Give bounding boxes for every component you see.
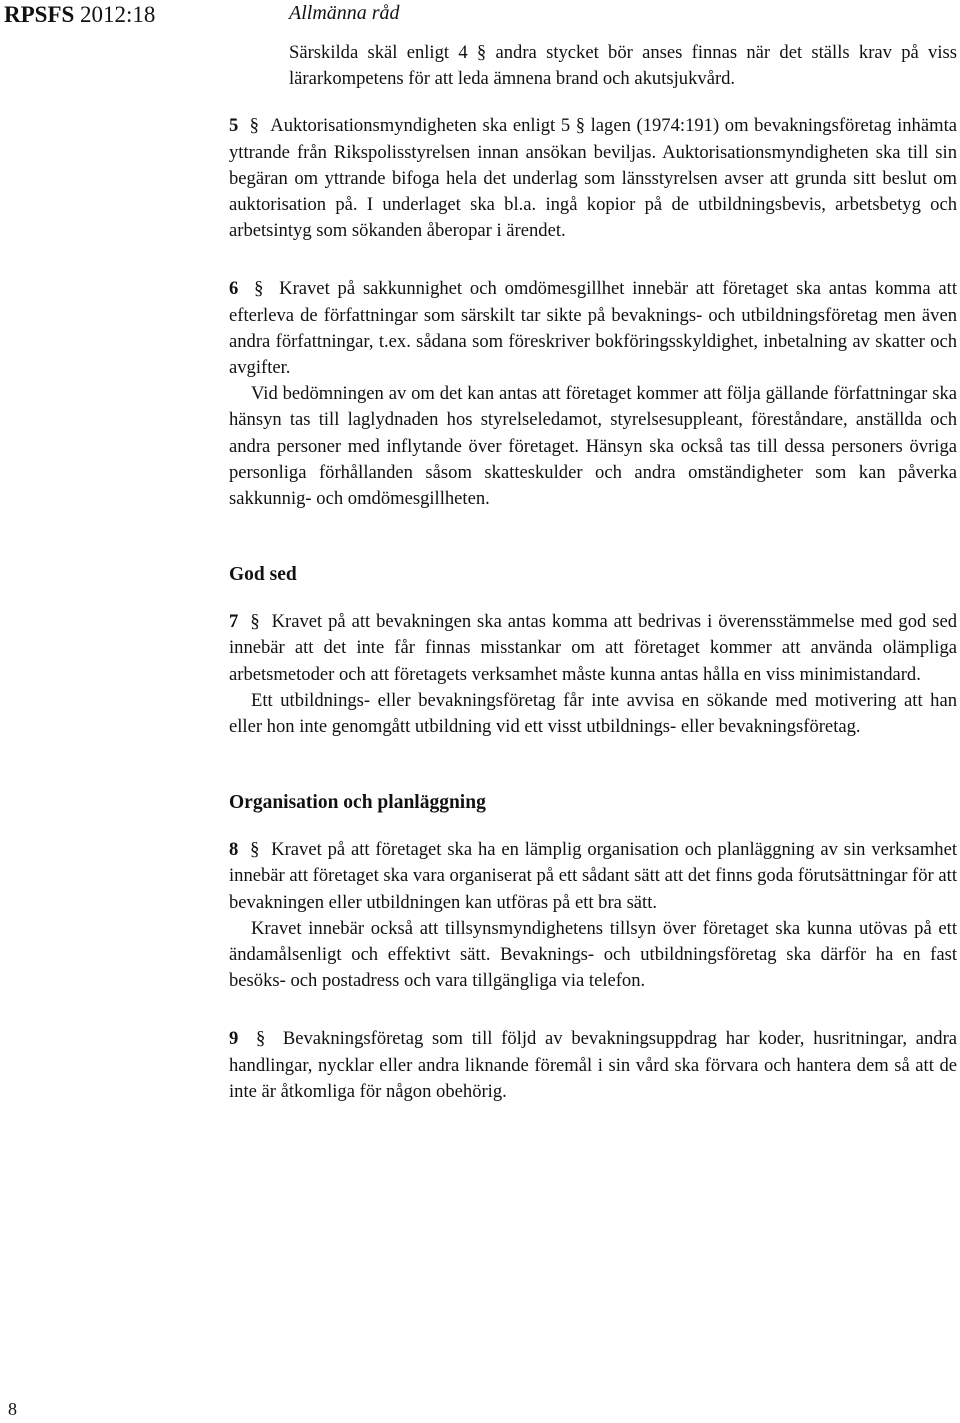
document-body <box>229 40 957 1105</box>
section-symbol: § <box>255 1028 266 1050</box>
section-symbol: § <box>250 611 260 633</box>
advice-paragraph: Särskilda skäl enligt 4 § andra stycket bör anses finnas när det ställs krav på viss lärarkompetens för att leda ämnena brand och akutsjukvård. <box>289 42 957 90</box>
section-7-paragraph-1 <box>229 609 957 688</box>
section-text: Kravet på att företaget ska ha en lämplig organisation och planläggning av sin verksamhet innebär att företaget ska vara organiserat på ett sådant sätt att det finns goda förutsättningar för att bevakningen eller utbildningen kan utföras på ett bra sätt. <box>229 839 958 913</box>
section-text: Kravet på att bevakningen ska antas komma att bedrivas i överensstämmelse med god sed innebär att det inte får finnas misstankar om att företaget kommer att använda olämpliga arbetsmetoder och att företagets verksamhet måste kunna antas hålla en viss minimistandard. <box>229 611 958 685</box>
section-8-paragraph-1 <box>229 837 957 916</box>
section-text: Bevakningsföretag som till följd av bevakningsuppdrag har koder, husritningar, andra handlingar, nycklar eller andra liknande föremål i sin vård ska förvara och hantera dem så att de inte är åtkomliga för någon obehörig. <box>229 1028 958 1102</box>
section-number: 9 <box>229 1028 239 1050</box>
section-symbol: § <box>249 115 260 137</box>
section-number: 5 <box>229 115 239 137</box>
page-number: 8 <box>8 1399 17 1419</box>
section-9-paragraph-1 <box>229 1026 957 1105</box>
section-symbol: § <box>253 278 264 300</box>
section-6-paragraph-2: Vid bedömningen av om det kan antas att företaget kommer att följa gällande författningar ska hänsyn tas till laglydnaden hos styrelseledamot, styrelsesuppleant, föreståndare, anställda och andra personer med inflytande över företaget. Hänsyn ska också tas till dessa personers övriga personliga förhållanden såsom skatteskulder och andra omständigheter som kan påverka sakkunnig- och omdömesgillheten. <box>229 383 957 510</box>
document-code-number: 2012:18 <box>80 2 156 27</box>
general-advice-label: Allmänna råd <box>289 2 400 24</box>
section-8-paragraph-2: Kravet innebär också att tillsynsmyndighetens tillsyn över företaget ska kunna utövas på ett ändamålsenligt och effektivt sätt. Bevaknings- och utbildningsföretag ska därför ha en fast besöks- och postadress och vara tillgängliga via telefon. <box>229 917 957 992</box>
section-number: 6 <box>229 278 239 300</box>
section-text: Auktorisationsmyndigheten ska enligt 5 § lagen (1974:191) om bevakningsföretag inhämta yttrande från Rikspolisstyrelsen innan ansökan beviljas. Auktorisationsmyndigheten ska till sin begäran om yttrande bifoga hela det underlag som länsstyrelsen avser att grunda sitt beslut om auktorisation på. I underlaget ska bl.a. ingå kopior på de utbildningsbevis, arbetsbetyg och arbetsintyg som sökanden åberopar i ärendet. <box>229 115 957 242</box>
heading-god-sed: God sed <box>229 564 297 586</box>
section-number: 7 <box>229 611 239 633</box>
document-code-prefix: RPSFS <box>4 2 75 27</box>
section-7-paragraph-2: Ett utbildnings- eller bevakningsföretag får inte avvisa en sökande med motivering att han eller hon inte genomgått utbildning vid ett visst utbildnings- eller bevakningsföretag. <box>229 689 957 738</box>
section-symbol: § <box>249 839 260 861</box>
heading-organisation: Organisation och planläggning <box>229 792 486 814</box>
section-6-paragraph-1 <box>229 276 957 381</box>
section-5-paragraph-1 <box>229 113 957 244</box>
section-text: Kravet på sakkunnighet och omdömesgillhet innebär att företaget ska antas komma att efterleva de författningar som särskilt tar sikte på bevaknings- och utbildningsföretag men även andra författningar, t.ex. sådana som föreskriver bokföringsskyldighet, inbetalning av skatter och avgifter. <box>229 278 958 379</box>
section-number: 8 <box>229 839 239 861</box>
document-code <box>4 0 155 30</box>
